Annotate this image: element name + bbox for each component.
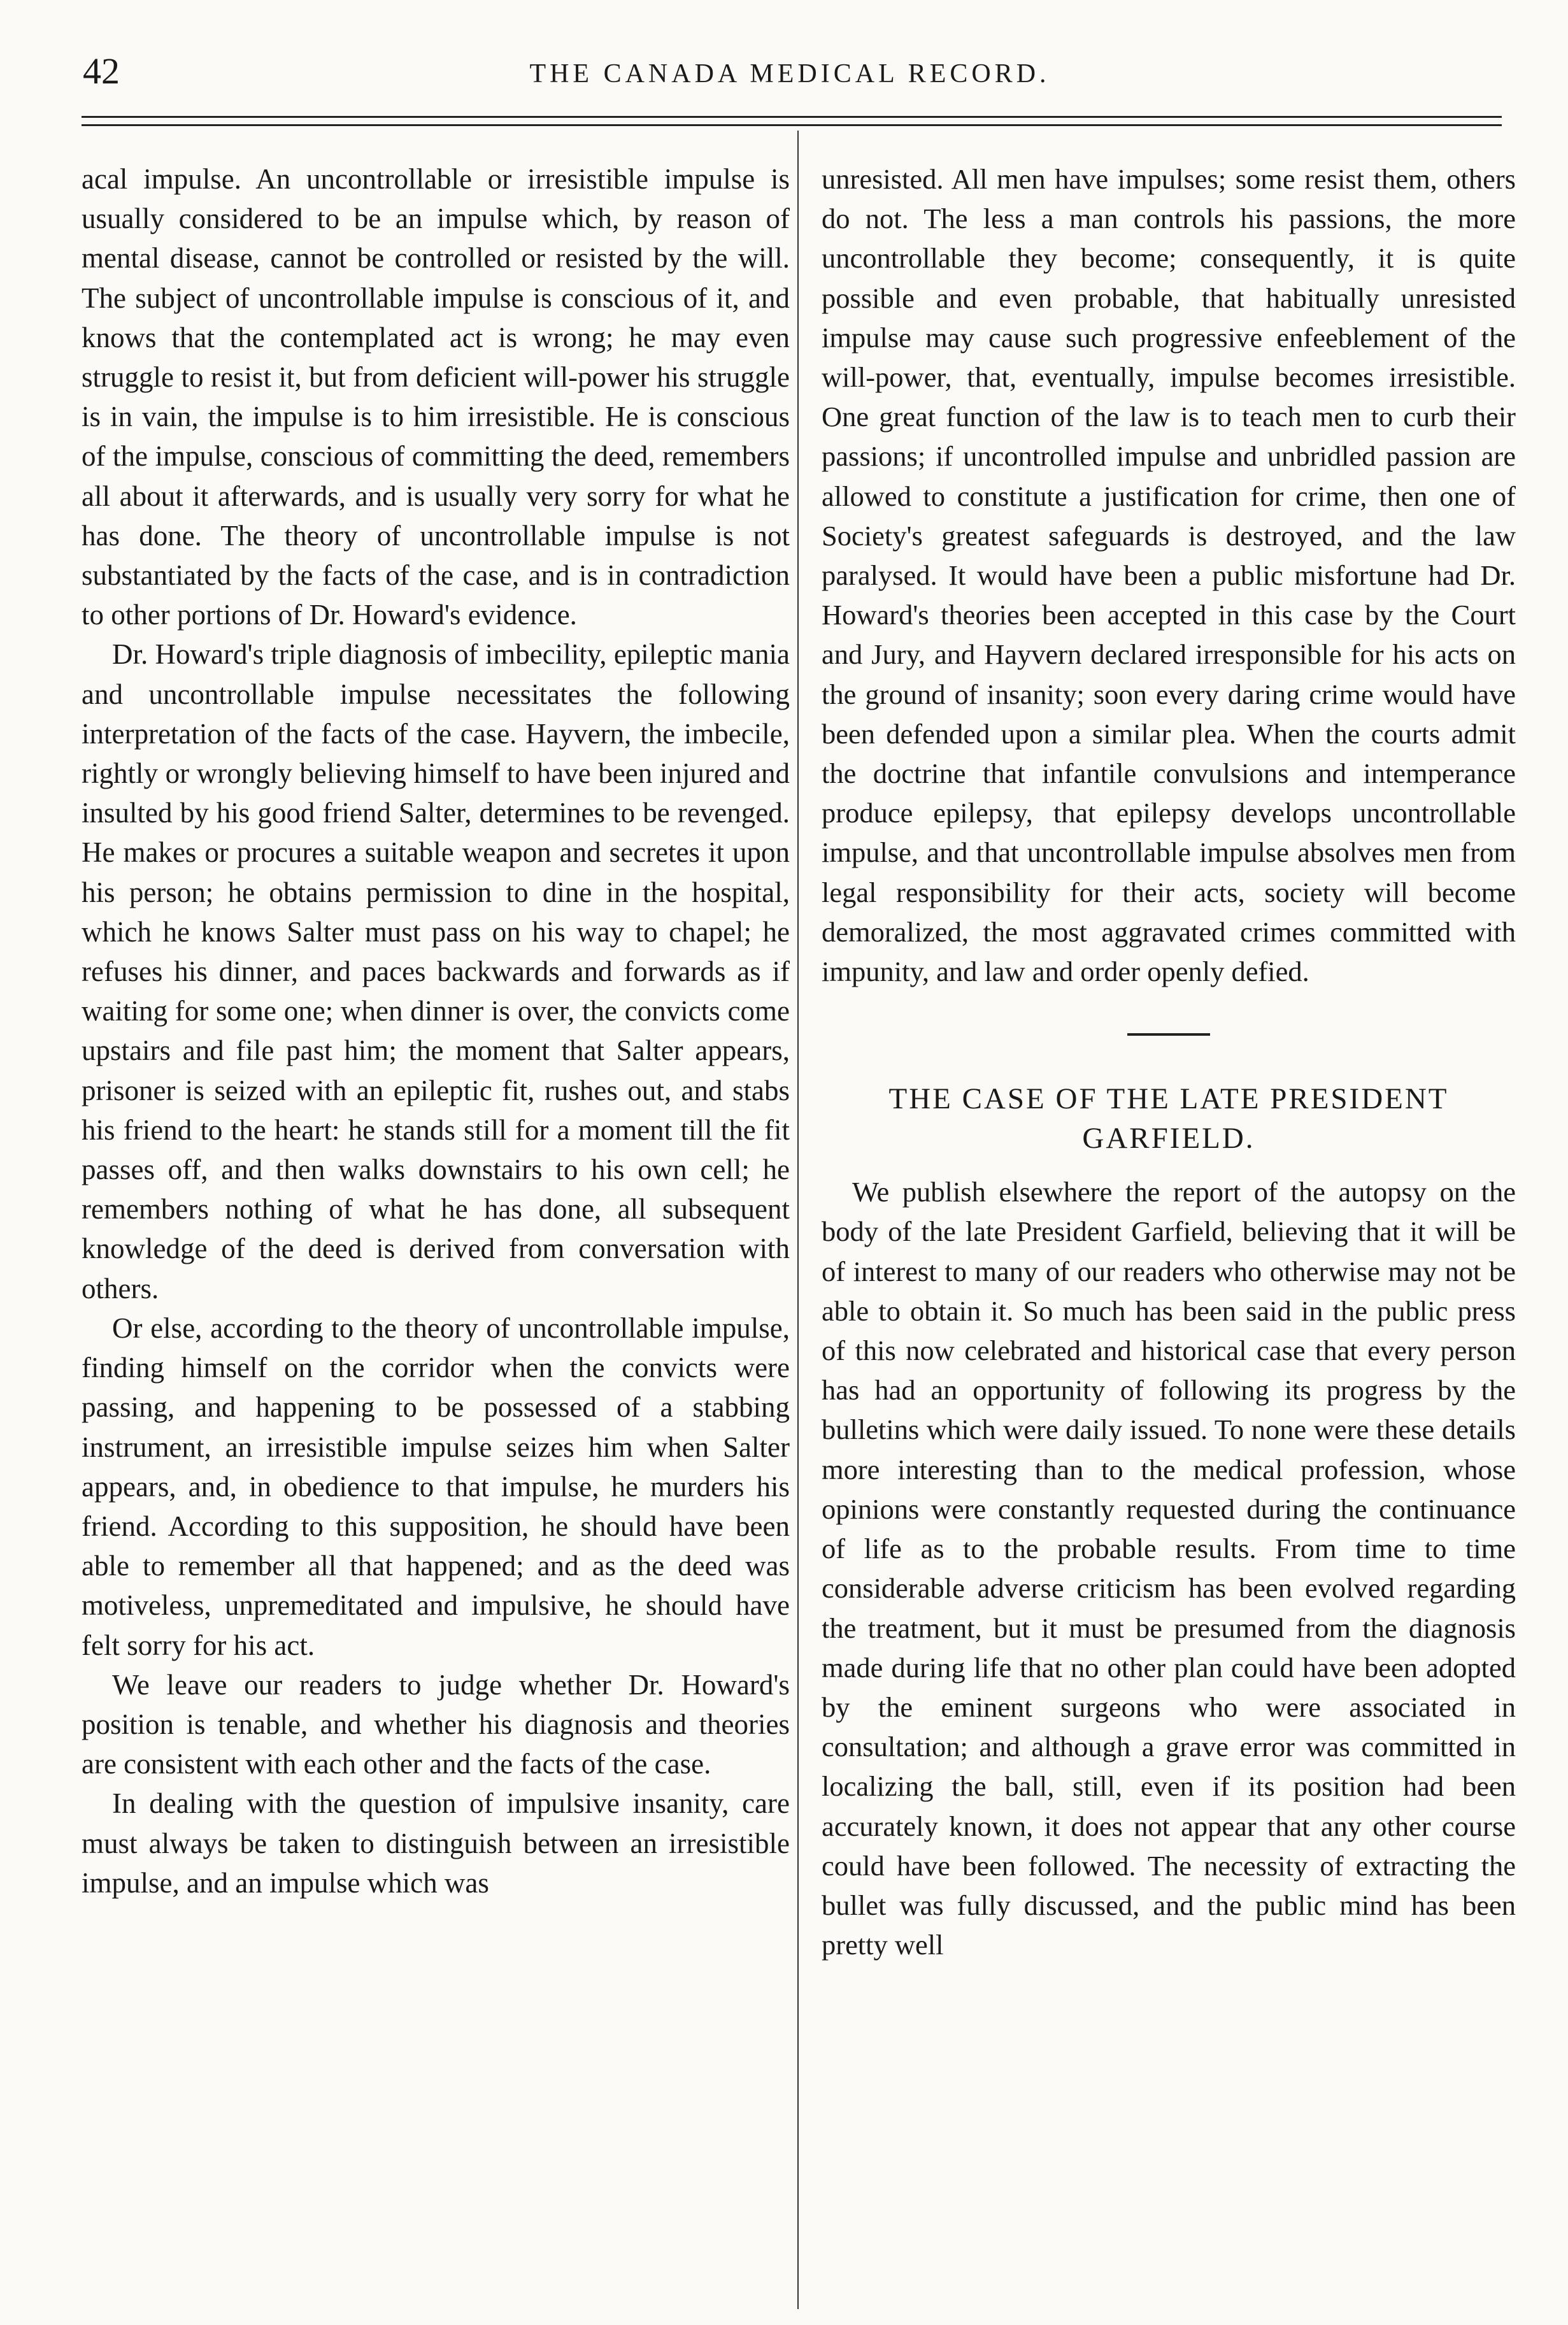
section-separator — [1127, 1033, 1210, 1036]
left-paragraph-3: Or else, according to the theory of uncontrollable impulse, finding himself on the corridor when the convicts were passing, and happening to be possessed of a stabbing instrument, an irresistible impulse seizes him when Salter appears, and, in obedience to that impulse, he murders his friend. According to this supposition, he should have been able to remember all that happened; and as the deed was motiveless, unpremeditated and impulsive, he should have felt sorry for his act. — [82, 1312, 790, 1661]
running-title: THE CANADA MEDICAL RECORD. — [529, 59, 1050, 89]
left-paragraph-4: We leave our readers to judge whether Dr. Howard's position is tenable, and whether his diagnosis and theories are consistent with each other and the facts of the case. — [82, 1668, 790, 1780]
left-paragraph-5: In dealing with the question of impulsive insanity, care must always be taken to distinguish between an irresistible impulse, and an impulse which was — [82, 1787, 790, 1899]
column-divider — [797, 131, 799, 2309]
left-column — [82, 159, 790, 1903]
right-paragraph-1: unresisted. All men have impulses; some resist them, others do not. The less a man controls his passions, the more uncontrollable they become; consequently, it is quite possible and even probable, that habitually unresisted impulse may cause such progressive enfeeblement of the will-power, that, eventually, impulse becomes irresistible. One great function of the law is to teach men to curb their passions; if uncontrolled impulse and unbridled passion are allowed to constitute a justification for crime, then one of Society's greatest safeguards is destroyed, and the law paralysed. It would have been a public misfortune had Dr. Howard's theories been accepted in this case by the Court and Jury, and Hayvern declared irresponsible for his acts on the ground of insanity; soon every daring crime would have been defended upon a similar plea. When the courts admit the doctrine that infantile convulsions and intemperance produce epilepsy, that epilepsy develops uncontrollable impulse, and that uncontrollable impulse absolves men from legal responsibility for their acts, society will become demoralized, the most aggravated crimes committed with impunity, and law and order openly defied. — [822, 163, 1516, 988]
section-title: THE CASE OF THE LATE PRESIDENT GARFIELD. — [888, 1082, 1449, 1155]
left-paragraph-1: acal impulse. An uncontrollable or irresistible impulse is usually considered to be an impulse which, by reason of mental disease, cannot be controlled or resisted by the will. The subject of uncontrollable impulse is conscious of it, and knows that the contemplated act is wrong; he may even struggle to resist it, but from deficient will-power his struggle is in vain, the impulse is to him irresistible. He is conscious of the impulse, conscious of committing the deed, remembers all about it afterwards, and is usually very sorry for what he has done. The theory of uncontrollable impulse is not substantiated by the facts of the case, and is in contradiction to other portions of Dr. Howard's evidence. — [82, 163, 790, 631]
page-number: 42 — [83, 50, 120, 92]
right-column — [822, 159, 1516, 1964]
left-paragraph-2: Dr. Howard's triple diagnosis of imbecility, epileptic mania and uncontrollable impulse necessitates the following interpretation of the facts of the case. Hayvern, the imbecile, rightly or wrongly believing himself to have been injured and insulted by his good friend Salter, determines to be revenged. He makes or procures a suitable weapon and secretes it upon his person; he obtains permission to dine in the hospital, which he knows Salter must pass on his way to chapel; he refuses his dinner, and paces backwards and forwards as if waiting for some one; when dinner is over, the convicts come upstairs and file past him; the moment that Salter appears, prisoner is seized with an epileptic fit, rushes out, and stabs his friend to the heart: he stands still for a moment till the fit passes off, and then walks downstairs to his own cell; he remembers nothing of what he has done, all subsequent knowledge of the deed is derived from conversation with others. — [82, 638, 790, 1305]
page-header — [76, 50, 1503, 113]
section-paragraph-1: We publish elsewhere the report of the autopsy on the body of the late President Garfield, believing that it will be of interest to many of our readers who otherwise may not be able to obtain it. So much has been said in the public press of this now celebrated and historical case that every person has had an opportunity of following its progress by the bulletins which were daily issued. To none were these details more interesting than to the medical profession, whose opinions were constantly requested during the continuance of life as to the probable results. From time to time considerable adverse criticism has been evolved regarding the treatment, but it must be presumed from the diagnosis made during life that no other plan could have been adopted by the eminent surgeons who were associated in consultation; and although a grave error was committed in localizing the ball, still, even if its position had been accurately known, it does not appear that any other course could have been followed. The necessity of extracting the bullet was fully discussed, and the public mind has been pretty well — [822, 1176, 1516, 1961]
header-double-rule — [82, 116, 1502, 126]
